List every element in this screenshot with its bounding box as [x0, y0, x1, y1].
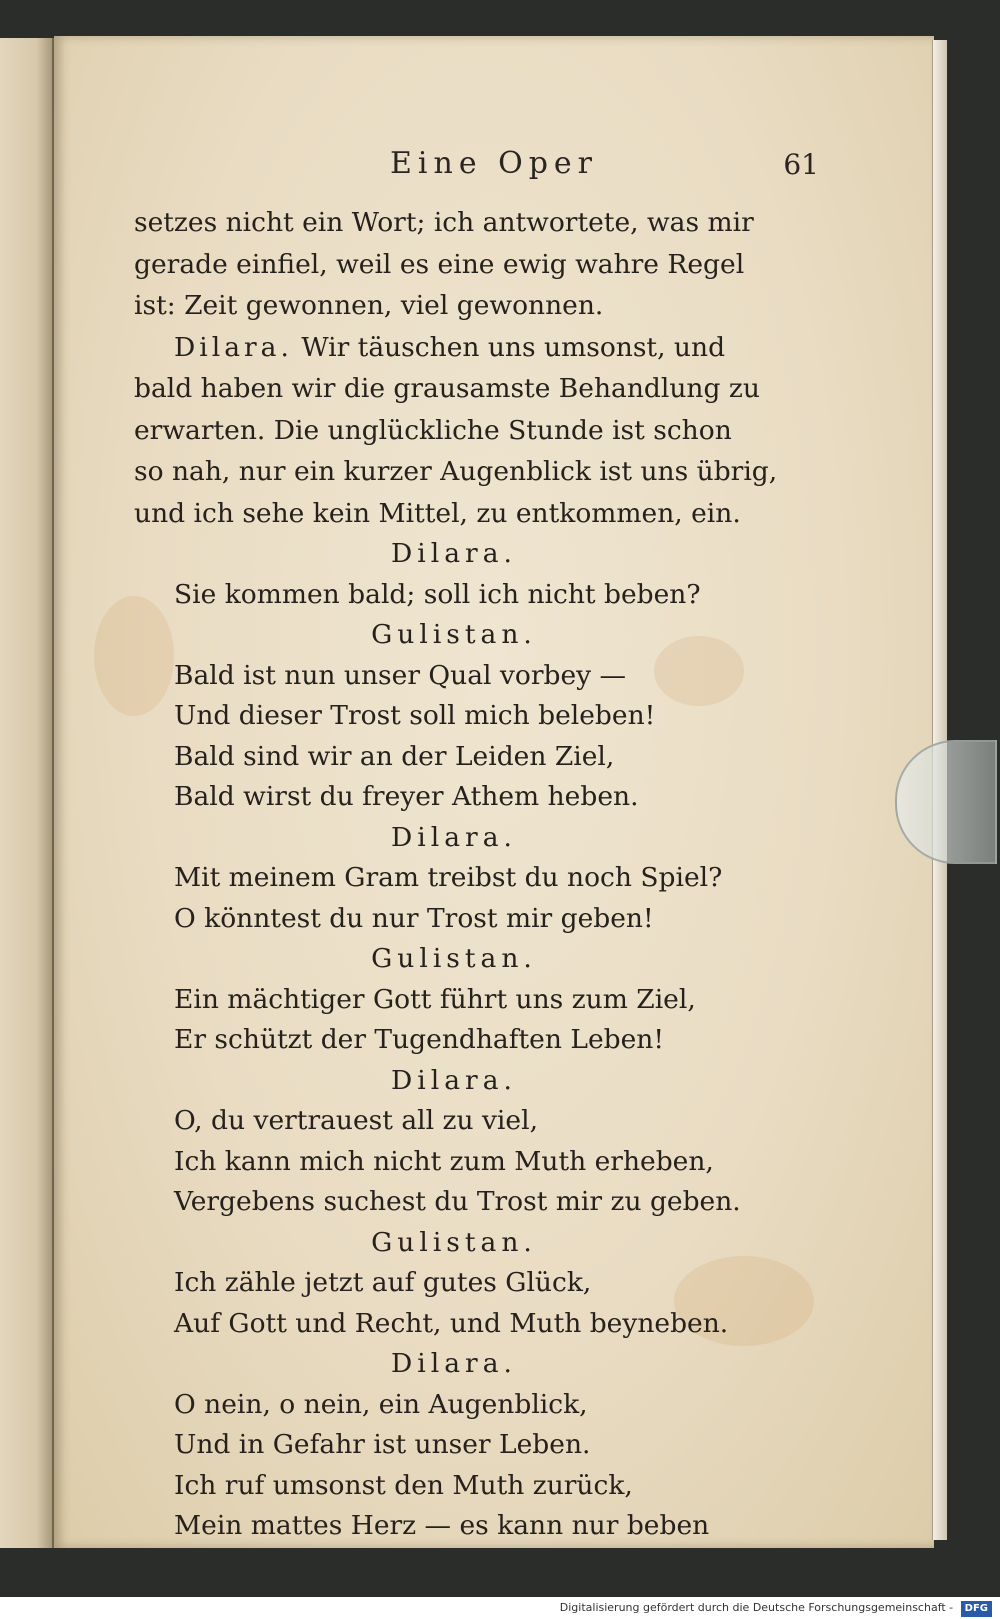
speaker-heading: Gulistan.	[371, 943, 537, 974]
verse-line: Bald ist nun unser Qual vorbey —	[174, 659, 627, 691]
prose-block	[134, 202, 854, 534]
verse-block	[174, 534, 854, 1547]
verse-line: Mein mattes Herz — es kann nur beben	[174, 1510, 710, 1541]
speaker-heading: Dilara.	[391, 1064, 517, 1096]
speaker-heading: Dilara.	[391, 1348, 517, 1379]
verse-line: O, du vertrauest all zu viel,	[174, 1105, 538, 1136]
facing-page-edge	[0, 38, 54, 1548]
speech-line	[134, 327, 854, 369]
verse-line: Bald sind wir an der Leiden Ziel,	[174, 740, 615, 772]
speaker-heading: Dilara.	[391, 821, 517, 853]
text-line: setzes nicht ein Wort; ich antwortete, was mir	[134, 207, 754, 238]
dfg-logo: DFG	[961, 1601, 992, 1617]
page-header	[54, 146, 934, 198]
footer-text: Digitalisierung gefördert durch die Deutsche Forschungsgemeinschaft -	[559, 1601, 954, 1614]
page-number: 61	[783, 148, 819, 181]
text-line: gerade einfiel, weil es eine ewig wahre Regel	[134, 248, 745, 280]
text-line: erwarten. Die unglückliche Stunde ist schon	[134, 414, 732, 446]
verse-line: O nein, o nein, ein Augenblick,	[174, 1388, 588, 1420]
book-page	[54, 36, 934, 1548]
verse-line: Bald wirst du freyer Athem heben.	[174, 781, 639, 812]
speaker-name: Dilara.	[174, 331, 293, 363]
verse-line: Ich kann mich nicht zum Muth erheben,	[174, 1145, 714, 1177]
text-line: bald haben wir die grausamste Behandlung zu	[134, 373, 760, 404]
verse-line: Vergebens suchest du Trost mir zu geben.	[174, 1186, 741, 1217]
running-title: Eine Oper	[390, 146, 598, 181]
verse-line: Sie kommen bald; soll ich nicht beben?	[174, 578, 701, 610]
digitization-footer	[0, 1597, 1000, 1619]
text-line: Wir täuschen uns umsonst, und	[301, 331, 726, 363]
foxing-stain	[94, 596, 174, 716]
verse-line: Ich ruf umsonst den Muth zurück,	[174, 1469, 633, 1501]
verse-line: O könntest du nur Trost mir geben!	[174, 902, 654, 934]
verse-line: Ein mächtiger Gott führt uns zum Ziel,	[174, 983, 696, 1015]
speaker-heading: Gulistan.	[371, 1226, 537, 1258]
verse-line: Ich zähle jetzt auf gutes Glück,	[174, 1267, 592, 1298]
verse-line: Und dieser Trost soll mich beleben!	[174, 700, 656, 731]
text-line: so nah, nur ein kurzer Augenblick ist uns übrig,	[134, 456, 778, 487]
speaker-heading: Dilara.	[391, 538, 517, 569]
verse-line: Und in Gefahr ist unser Leben.	[174, 1429, 591, 1460]
speaker-heading: Gulistan.	[371, 619, 537, 650]
verse-line: Mit meinem Gram treibst du noch Spiel?	[174, 862, 723, 893]
text-line: und ich sehe kein Mittel, zu entkommen, ein.	[134, 497, 741, 529]
verse-line: Er schützt der Tugendhaften Leben!	[174, 1024, 664, 1055]
verse-line: Auf Gott und Recht, und Muth beyneben.	[174, 1307, 729, 1339]
text-line: ist: Zeit gewonnen, viel gewonnen.	[134, 290, 604, 321]
